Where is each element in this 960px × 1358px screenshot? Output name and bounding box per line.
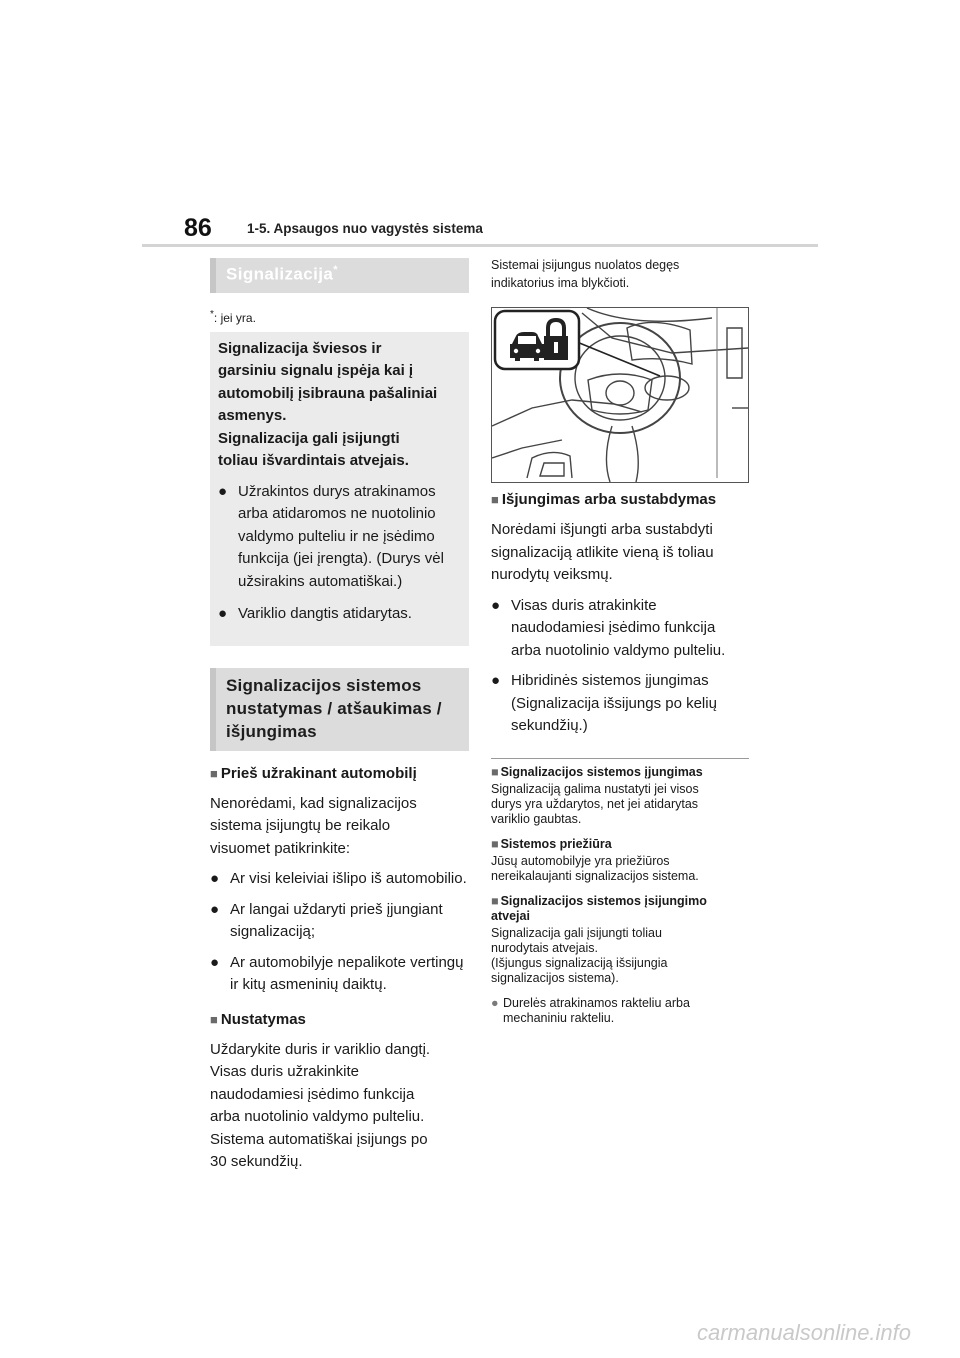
subheading-isjungimas: ■ Išjungimas arba sustabdymas xyxy=(491,491,717,508)
note-heading: ■ Signalizacijos sistemos įjungimas xyxy=(491,764,703,779)
list-item: ● Ar langai uždaryti prieš įjungiant signalizaciją; xyxy=(210,900,443,941)
notes-divider xyxy=(491,758,749,759)
dashboard-illustration-svg xyxy=(492,308,748,482)
checklist xyxy=(210,868,469,997)
info-box-text: Signalizacija šviesos ir garsiniu signalu įspėja kai į automobilį įsibrauna pašaliniai asmenys. Signalizacija gali įsijungti toliau išvardintais atvejais. xyxy=(218,339,438,470)
list-item: ● Variklio dangtis atidarytas. xyxy=(218,605,412,623)
list-item: ● Užrakintos durys atrakinamos arba atidaromos ne nuotolinio valdymo pulteliu ir ne įsėdimo funkcija (jei įrengta). (Durys vėl užsirakins automatiškai.) xyxy=(218,482,444,590)
note-heading: ■ Signalizacijos sistemos įsijungimo atvejai xyxy=(491,893,707,923)
section-heading-nustatymas: Signalizacijos sistemos nustatymas / atšaukimas / išjungimas xyxy=(210,668,469,751)
list-item: ● Ar automobilyje nepalikote vertingų ir kitų asmeninių daiktų. xyxy=(210,953,464,994)
paragraph: Uždarykite duris ir variklio dangtį. Visas duris užrakinkite naudodamiesi įsėdimo funkcija arba nuotolinio valdymo pulteliu. Sistema automatiškai įsijungs po 30 sekundžių. xyxy=(210,1040,431,1171)
subheading-pries-uzrakinant: ■ Prieš užrakinant automobilį xyxy=(210,764,417,782)
note-bullet: ● Durelės atrakinamos rakteliu arba mechaniniu rakteliu. xyxy=(491,995,690,1025)
page-number: 86 xyxy=(184,214,212,242)
watermark: carmanualsonline.info xyxy=(697,1320,912,1345)
paragraph: Norėdami išjungti arba sustabdyti signalizaciją atlikite vieną iš toliau nurodytų veiksmų. xyxy=(491,521,714,583)
section-title: 1-5. Apsaugos nuo vagystės sistema xyxy=(247,221,483,236)
car-lock-indicator-icon xyxy=(495,311,579,369)
dashboard-security-indicator-illustration xyxy=(491,307,749,483)
note-text: Signalizacija gali įsijungti toliau nurodytais atvejais. (Išjungus signalizaciją išsijungia signalizacijos sistema). xyxy=(491,925,668,985)
note-heading: ■ Sistemos priežiūra xyxy=(491,836,612,851)
list-item: ● Hibridinės sistemos įjungimas (Signalizacija išsijungs po kelių sekundžių.) xyxy=(491,672,717,734)
disarm-options xyxy=(491,595,749,738)
list-item: ● Visas duris atrakinkite naudodamiesi įsėdimo funkcija arba nuotolinio valdymo pulteliu. xyxy=(491,596,726,659)
info-box xyxy=(210,332,469,646)
subheading-nustatymas: ■ Nustatymas xyxy=(210,1010,306,1028)
list-item: ● Ar visi keleiviai išlipo iš automobilio. xyxy=(210,870,467,888)
indicator-intro-text: Sistemai įsijungus nuolatos degęs indikatorius ima blykčioti. xyxy=(491,258,680,290)
footnote: *: jei yra. xyxy=(210,308,256,325)
right-column xyxy=(491,256,749,1026)
note-text: Jūsų automobilyje yra priežiūros nereikalaujanti signalizacijos sistema. xyxy=(491,853,699,883)
note-text: Signalizaciją galima nustatyti jei visos durys yra uždarytos, net jei atidarytas variklio gaubtas. xyxy=(491,781,699,826)
header-divider xyxy=(142,244,818,247)
left-column xyxy=(210,258,469,1174)
info-box-bullets xyxy=(218,481,461,626)
section-heading-signalizacija: Signalizacija* xyxy=(210,258,469,293)
paragraph: Nenorėdami, kad signalizacijos sistema įsijungtų be reikalo visuomet patikrinkite: xyxy=(210,794,417,857)
